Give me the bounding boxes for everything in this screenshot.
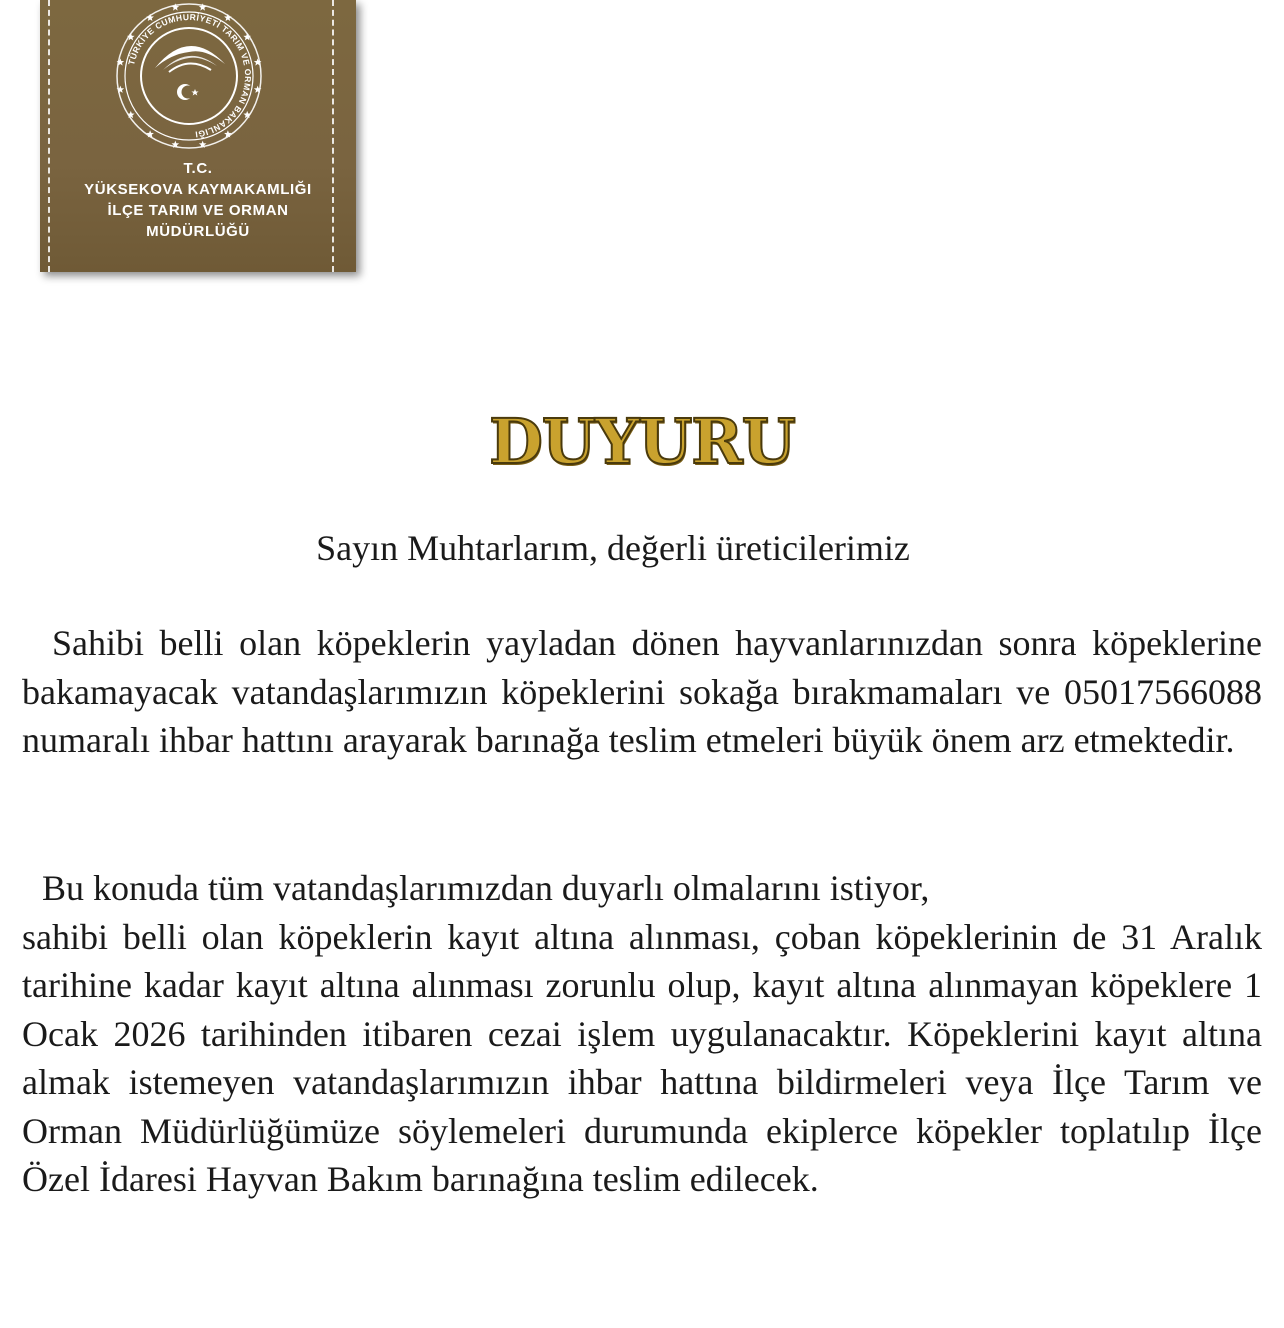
- seal-star-icon: [243, 111, 251, 118]
- badge-tc-label: T.C.: [183, 160, 213, 177]
- seal-ring-text: TÜRKİYE CUMHURİYETİ TARIM VE ORMAN BAKANLIĞI: [126, 11, 254, 140]
- ministry-seal-logo: [109, 0, 269, 152]
- seal-star-icon: [127, 111, 135, 118]
- announcement-paragraph-1: [22, 619, 1262, 765]
- seal-star-icon: [127, 33, 135, 40]
- announcement-title: DUYURU: [489, 405, 795, 478]
- seal-star-icon: [224, 14, 232, 21]
- seal-star-icon: [146, 14, 154, 21]
- badge-district-label: YÜKSEKOVA KAYMAKAMLIĞI: [84, 181, 312, 198]
- badge-directorate-label: İLÇE TARIM VE ORMAN: [107, 202, 289, 219]
- seal-star-icon: [243, 33, 251, 40]
- paragraph-2-body: sahibi belli olan köpeklerin kayıt altına alınması, çoban köpeklerinin de 31 Aralık tarihine kadar kayıt altına alınması zorunlu olup, kayıt altına alınmayan köpeklere 1 Ocak 2026 tarihinden itibaren cezai işlem uygulanacaktır. Köpeklerini kayıt altına almak istemeyen vatandaşlarımızın ihbar hattına bildirmeleri veya İlçe Tarım ve Orman Müdürlüğümüze söylemeleri durumunda ekiplerce köpekler toplatılıp İlçe Özel İdaresi Hayvan Bakım barınağına teslim edilecek.: [22, 916, 1262, 1199]
- announcement-paragraph-2: [22, 864, 1262, 1204]
- ministry-header-badge: [40, 0, 356, 272]
- paragraph-2-lead: Bu konuda tüm vatandaşlarımızdan duyarlı olmalarını istiyor,: [42, 868, 930, 908]
- badge-directorate-label-2: MÜDÜRLÜĞÜ: [146, 223, 250, 240]
- paragraph-1-text: Sahibi belli olan köpeklerin yayladan dönen hayvanlarınızdan sonra köpeklerine bakamayacak vatandaşlarımızın köpeklerini sokağa bırakmamaları ve 05017566088 numaralı ihbar hattını arayarak barınağa teslim etmeleri büyük önem arz etmektedir.: [22, 623, 1262, 760]
- greeting-line: Sayın Muhtarlarım, değerli üreticilerimiz: [316, 528, 910, 568]
